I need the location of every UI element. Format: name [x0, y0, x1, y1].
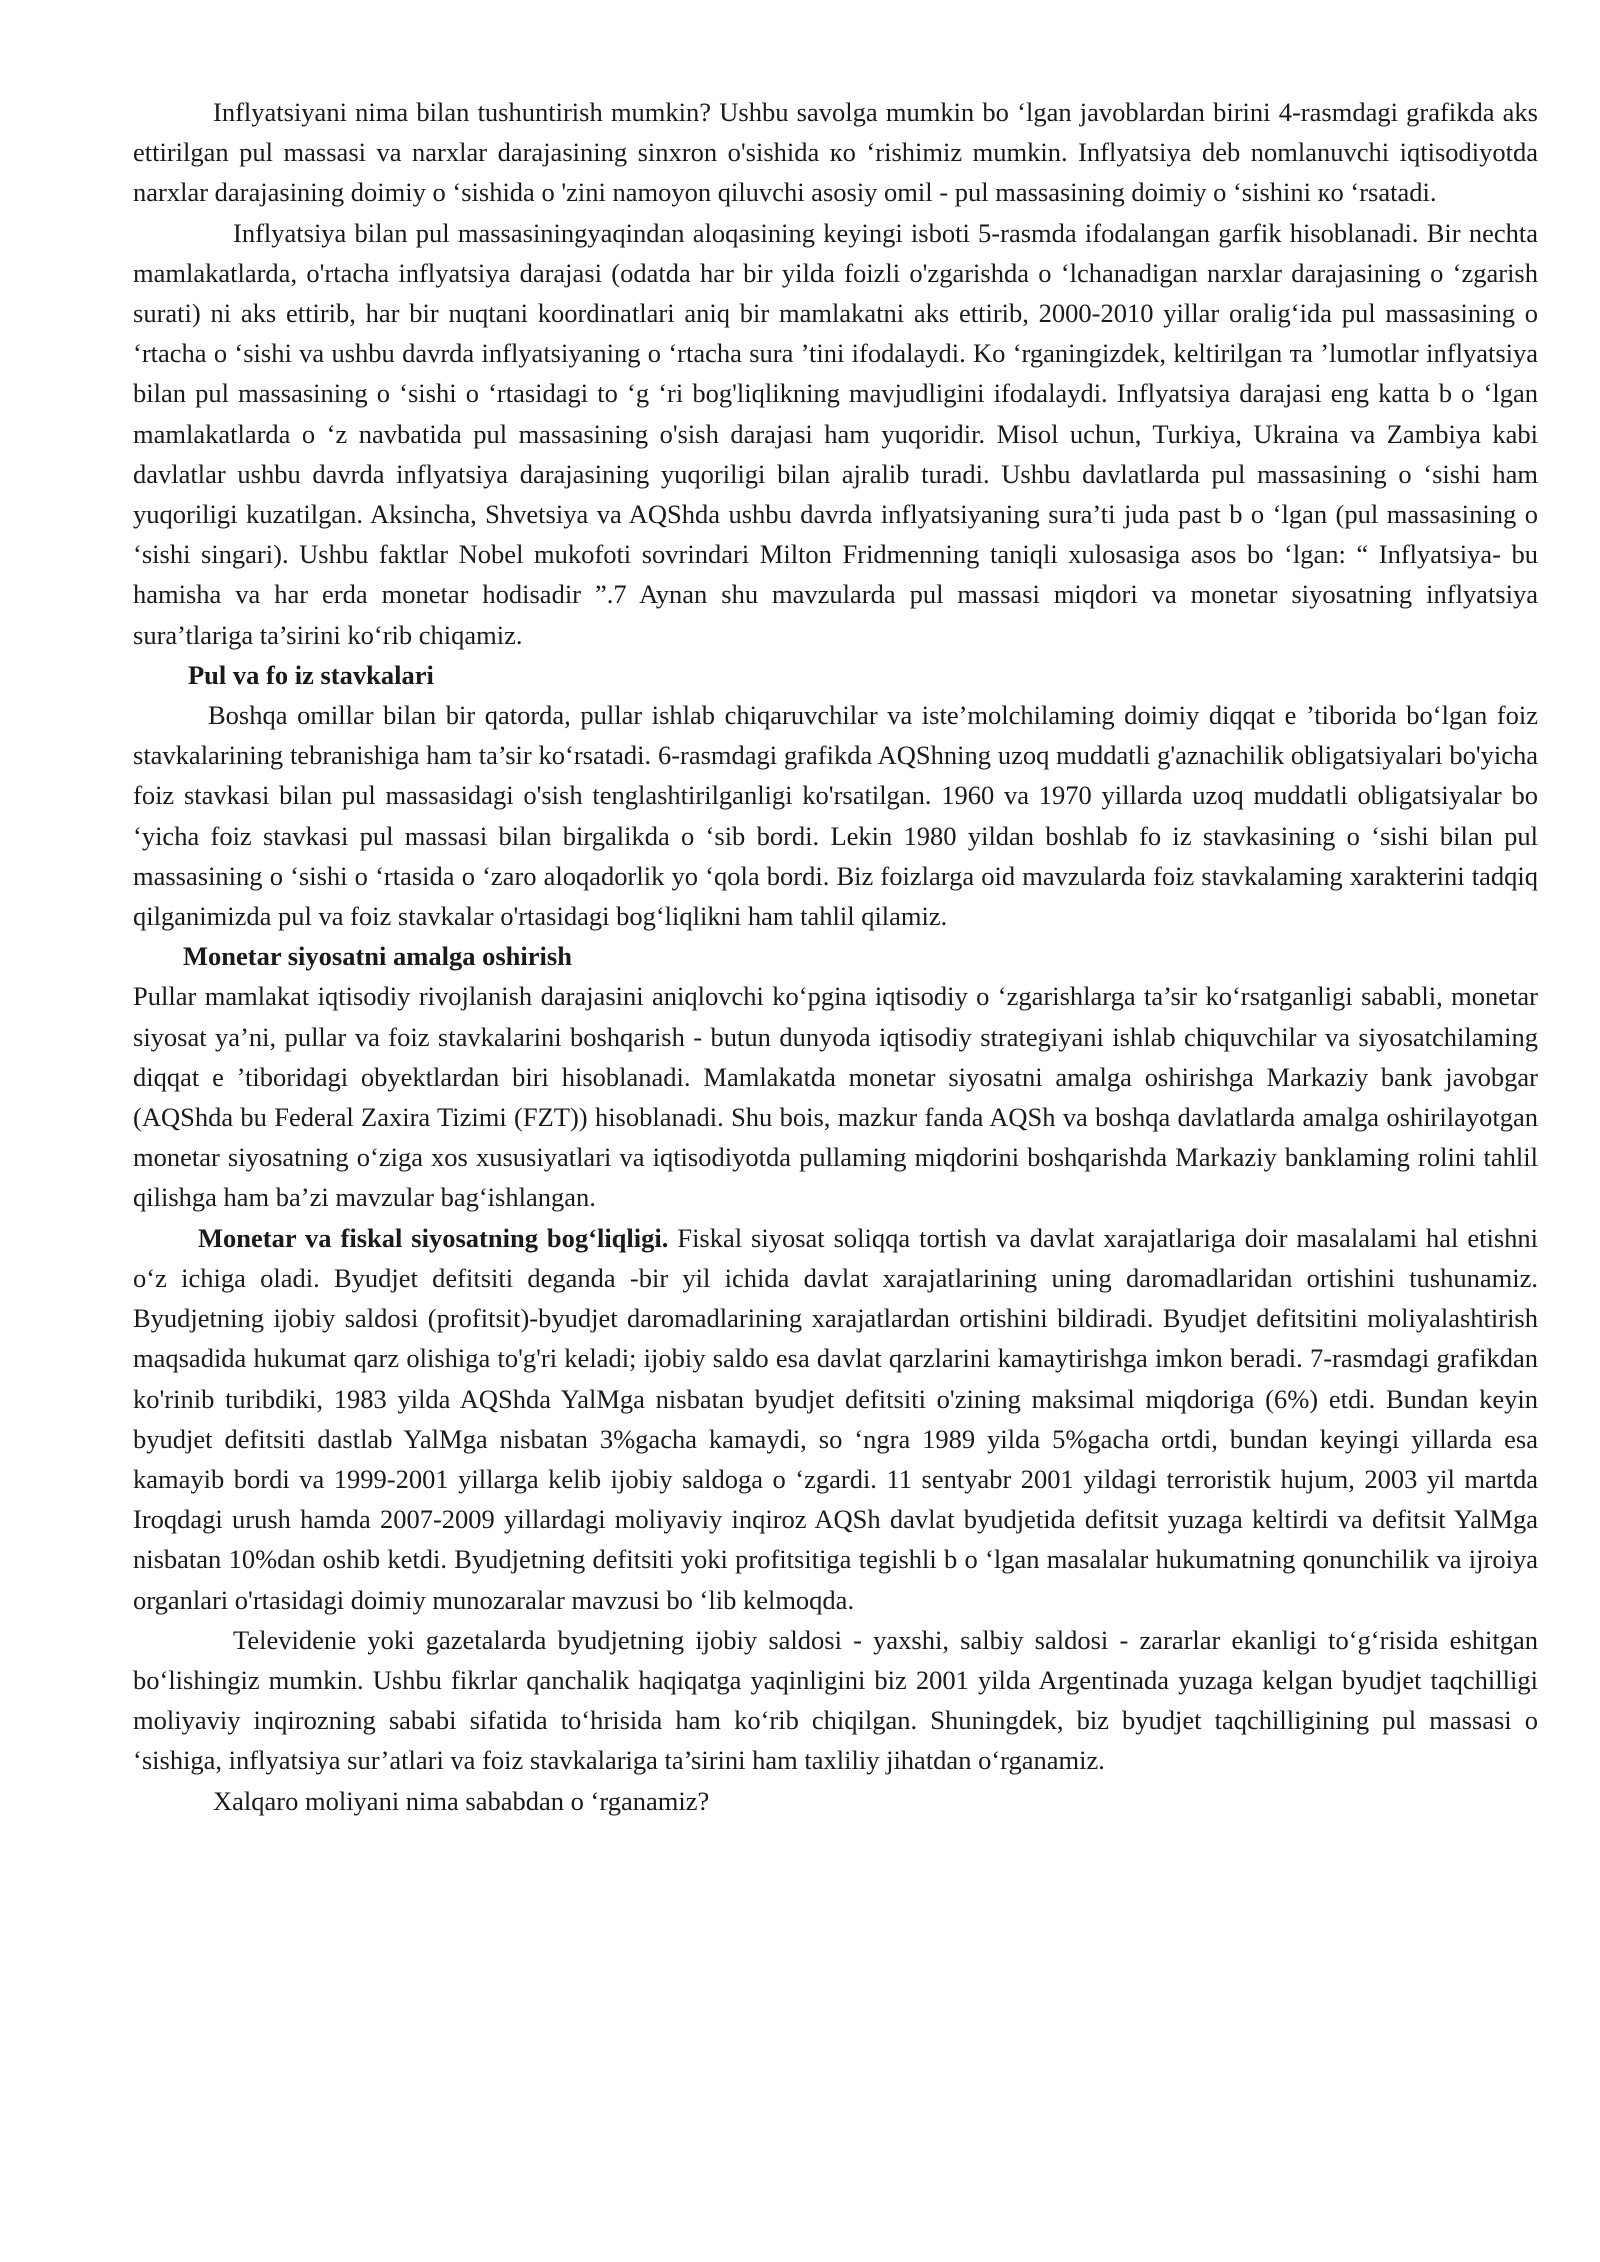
section-heading-money-interest: Pul va fo iz stavkalari [188, 659, 434, 690]
paragraph-monetary-fiscal [133, 1218, 1545, 1620]
document-page [133, 92, 1545, 1821]
paragraph-monetary-policy: Pullar mamlakat iqtisodiy rivojlanish darajasini aniqlovchi ko‘pgina iqtisodiy o ‘zgarishlarga ta’sir ko‘rsatganligi sababli, monetar siyosat ya’ni, pullar va foiz stavkalarini boshqarish - butun dunyoda iqtisodiy strategiyani ishlab chiquvchilar va siyosatchilaming diqqat e ’tiboridagi obyektlardan biri hisoblanadi. Mamlakatda monetar siyosatni amalga oshirishga Markaziy bank javobgar (AQShda bu Federal Zaxira Tizimi (FZT)) hisoblanadi. Shu bois, mazkur fanda AQSh va boshqa davlatlarda amalga oshirilayotgan monetar siyosatning o‘ziga xos xususiyatlari va iqtisodiyotda pullaming miqdorini boshqarishda Markaziy banklaming rolini tahlil qilishga ham ba’zi mavzular bag‘ishlangan. [133, 981, 1545, 1213]
paragraph-inflation-explanation: Inflyatsiyani nima bilan tushuntirish mumkin? Ushbu savolga mumkin bo ‘lgan javoblardan birini 4-rasmdagi grafikda aks ettirilgan pul massasi va narxlar darajasining sinxron o'sishida кo ‘rishimiz mumkin. Inflyatsiya deb nomlanuvchi iqtisodiyotda narxlar darajasining doimiy o ‘sishida o 'zini namoyon qiluvchi asosiy omil - pul massasining doimiy o ‘sishini кo ‘rsatadi. [133, 97, 1545, 208]
section-heading-monetary-policy: Monetar siyosatni amalga oshirish [183, 941, 572, 972]
paragraph-interest-rates: Boshqa omillar bilan bir qatorda, pullar ishlab chiqaruvchilar va iste’molchilaming doimiy diqqat e ’tiborida bo‘lgan foiz stavkalarining tebranishiga ham ta’sir ko‘rsatadi. 6-rasmdagi grafikda AQShning uzoq muddatli g'aznachilik obligatsiyalari bo'yicha foiz stavkasi bilan pul massasidagi o'sish tenglashtirilganligi ko'rsatilgan. 1960 va 1970 yillarda uzoq muddatli obligatsiyalar bo ‘yicha foiz stavkasi pul massasi bilan birgalikda o ‘sib bordi. Lekin 1980 yildan boshlab fo iz stavkasining o ‘sishi bilan pul massasining o ‘sishi o ‘rtasida o ‘zaro aloqadorlik yo ‘qola bordi. Biz foizlarga oid mavzularda foiz stavkalaming xarakterini tadqiq qilganimizda pul va foiz stavkalar o'rtasidagi bog‘liqlikni ham tahlil qilamiz. [133, 700, 1545, 932]
paragraph-budget-surplus: Televidenie yoki gazetalarda byudjetning ijobiy saldosi - yaxshi, salbiy saldosi - zararlar ekanligi to‘g‘risida eshitgan bo‘lishingiz mumkin. Ushbu fikrlar qanchalik haqiqatga yaqinligini biz 2001 yilda Argentinada yuzaga kelgan byudjet taqchilligi moliyaviy inqirozning sababi sifatida to‘hrisida ham ko‘rib chiqilgan. Shuningdek, biz byudjet taqchilligining pul massasi o ‘sishiga, inflyatsiya sur’atlari va foiz stavkalariga ta’sirini ham taxliliy jihatdan o‘rganamiz. [133, 1624, 1545, 1776]
paragraph-inflation-money-evidence: Inflyatsiya bilan pul massasiningyaqindan aloqasining keyingi isboti 5-rasmda ifodalangan garfik hisoblanadi. Bir nechta mamlakatlarda, o'rtacha inflyatsiya darajasi (odatda har bir yilda foizli o'zgarishda o ‘lchanadigan narxlar darajasining o ‘zgarish surati) ni aks ettirib, har bir nuqtani koordinatlari aniq bir mamlakatni aks ettirib, 2000-2010 yillar oralig‘ida pul massasining o ‘rtacha o ‘sishi va ushbu davrda inflyatsiyaning o ‘rtacha sura ’tini ifodalaydi. Ko ‘rganingizdek, keltirilgan тa ’lumotlar inflyatsiya bilan pul massasining o ‘sishi o ‘rtasidagi to ‘g ‘ri bog'liqlikning mavjudligini ifodalaydi. Inflyatsiya darajasi eng katta b o ‘lgan mamlakatlarda o ‘z navbatida pul massasining o'sish darajasi ham yuqoridir. Misol uchun, Turkiya, Ukraina va Zambiya kabi davlatlar ushbu davrda inflyatsiya darajasining yuqoriligi bilan ajralib turadi. Ushbu davlatlarda pul massasining o ‘sishi ham yuqoriligi kuzatilgan. Aksincha, Shvetsiya va AQShda ushbu davrda inflyatsiyaning sura’ti juda past b o ‘lgan (pul massasining o ‘sishi singari). Ushbu faktlar Nobel mukofoti sovrindari Milton Fridmenning taniqli xulosasiga asos bo ‘lgan: “ Inflyatsiya- bu hamisha va har erda monetar hodisadir ”.7 Aynan shu mavzularda pul massasi miqdori va monetar siyosatning inflyatsiya sura’tlariga ta’sirini ko‘rib chiqamiz. [133, 217, 1545, 650]
inline-heading-monetary-fiscal: Monetar va fiskal siyosatning bog‘liqligi. [198, 1222, 669, 1253]
paragraph-monetary-fiscal-body: Fiskal siyosat soliqqa tortish va davlat xarajatlariga doir masalalami hal etishni o‘z ichiga oladi. Byudjet defitsiti deganda -bir yil ichida davlat xarajatlarining uning daromadlaridan ortishini tushunamiz. Byudjetning ijobiy saldosi (profitsit)-byudjet daromadlarining xarajatlardan ortishini bildiradi. Byudjet defitsitini moliyalashtirish maqsadida hukumat qarz olishiga to'g'ri keladi; ijobiy saldo esa davlat qarzlarini kamaytirishga imkon beradi. 7-rasmdagi grafikdan ko'rinib turibdiki, 1983 yilda AQShda YalMga nisbatan byudjet defitsiti o'zining maksimal miqdoriga (6%) etdi. Bundan keyin byudjet defitsiti dastlab YalMga nisbatan 3%gacha kamaydi, so ‘ngra 1989 yilda 5%gacha ortdi, bundan keyingi yillarda esa kamayib bordi va 1999-2001 yillarga kelib ijobiy saldoga o ‘zgardi. 11 sentyabr 2001 yildagi terroristik hujum, 2003 yil martda Iroqdagi urush hamda 2007-2009 yillardagi moliyaviy inqiroz AQSh davlat byudjetida defitsit yuzaga keltirdi va defitsit YalMga nisbatan 10%dan oshib ketdi. Byudjetning defitsiti yoki profitsitiga tegishli b o ‘lgan masalalar hukumatning qonunchilik va ijroiya organlari o'rtasidagi doimiy munozaralar mavzusi bo ‘lib kelmoqda. [133, 1222, 1545, 1615]
paragraph-international-finance: Xalqaro moliyani nima sababdan o ‘rganamiz? [213, 1785, 710, 1816]
